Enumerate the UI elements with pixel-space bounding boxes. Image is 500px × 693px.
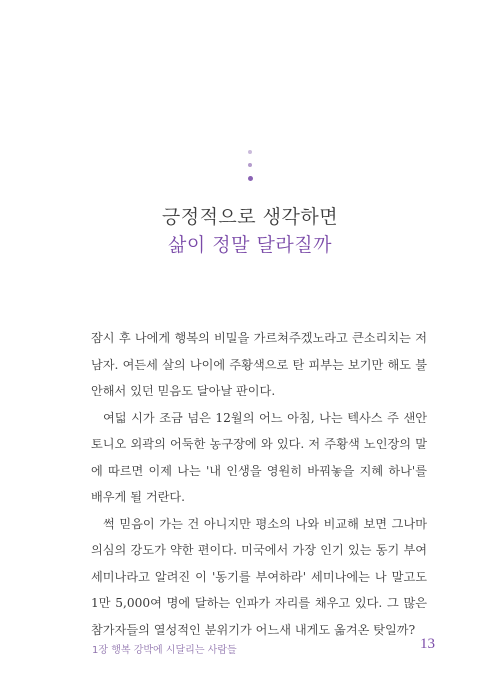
body-text xyxy=(91,325,427,643)
ornament-dots xyxy=(0,150,500,181)
paragraph: 썩 믿음이 가는 건 아니지만 평소의 나와 비교해 보면 그나마 의심의 강도가 약한 편이다. 미국에서 가장 인기 있는 동기 부여 세미나라고 알려진 이 '동기를 부여하라' 세미나에는 나 말고도 1만 5,000여 명에 달하는 인파가 자리를 채우고 있다. 그 많은 참가자들의 열성적인 분위기가 어느새 내게도 옮겨온 탓일까? xyxy=(91,516,427,637)
section-title-line2: 삶이 정말 달라질까 xyxy=(168,234,332,256)
paragraph: 잠시 후 나에게 행복의 비밀을 가르쳐주겠노라고 큰소리치는 저 남자. 여든세 살의 나이에 주황색으로 탄 피부는 보기만 해도 불안해서 있던 믿음도 달아날 판이다. xyxy=(91,331,427,398)
running-footer-chapter: 1장 행복 강박에 시달리는 사람들 xyxy=(92,645,237,656)
paragraph: 여덟 시가 조금 넘은 12월의 어느 아침, 나는 텍사스 주 샌안토니오 외곽의 어둑한 농구장에 와 있다. 저 주황색 노인장의 말에 따르면 이제 나는 '내 인생을 영원히 바꿔놓을 지혜 하나'를 배우게 될 거란다. xyxy=(91,410,427,504)
section-title-line1: 긍정적으로 생각하면 xyxy=(161,206,339,228)
ornament-dot xyxy=(248,150,252,154)
page-number: 13 xyxy=(420,636,435,652)
ornament-dot xyxy=(248,176,253,181)
ornament-dot xyxy=(248,163,252,167)
